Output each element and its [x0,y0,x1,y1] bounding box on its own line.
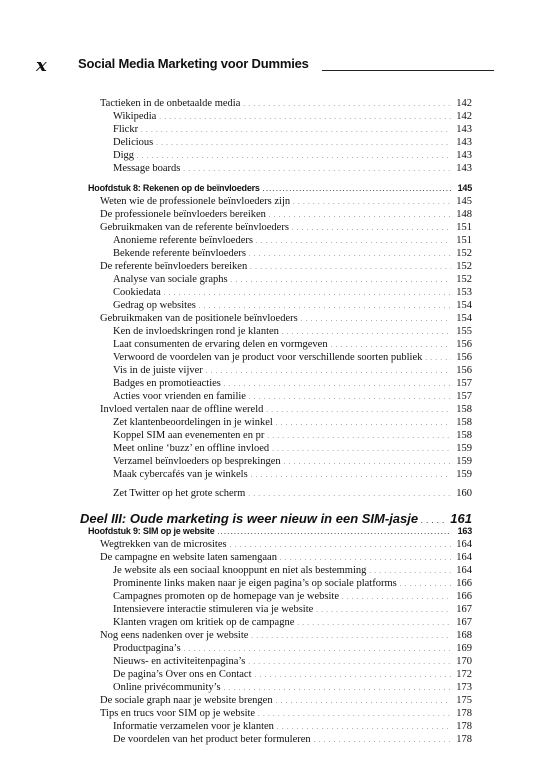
toc-entry-title: Digg [113,150,134,161]
toc-entry-title: Laat consumenten de ervaring delen en vormgeven [113,339,328,350]
toc-entry [113,162,472,177]
page-header [22,52,482,78]
toc-entry-title: Zet klantenbeoordelingen in je winkel [113,417,273,428]
toc-page-number: 170 [456,656,472,667]
toc-entry-title: De sociale graph naar je website brengen [100,695,273,706]
toc-page-number: 178 [456,734,472,745]
toc-page-number: 167 [456,604,472,615]
toc-page-number: 152 [456,274,472,285]
toc-page-number: 153 [456,287,472,298]
toc-page-number: 164 [456,552,472,563]
toc-entry-title: Verwoord de voordelen van je product voor verschillende soorten publiek [113,352,423,363]
toc-entry-title: Koppel SIM aan evenementen en pr [113,430,265,441]
toc-entry-title: Wikipedia [113,111,157,122]
toc-page-number: 157 [456,391,472,402]
leader-dots [183,162,451,177]
toc-page-number: 166 [456,591,472,602]
toc-page-number: 143 [456,163,472,174]
toc-entry-title: De referente beïnvloeders bereiken [100,261,248,272]
toc-page-number: 164 [456,539,472,550]
toc-page-number: 157 [456,378,472,389]
toc-entry-title: Ken de invloedskringen rond je klanten [113,326,279,337]
toc-entry-title: Wegtrekken van de microsites [100,539,227,550]
toc-entry-title: Prominente links maken naar je eigen pagina’s op sociale platforms [113,578,397,589]
toc-entry-title: Tips en trucs voor SIM op je website [100,708,256,719]
toc-entry-title: Verzamel beïnvloeders op besprekingen [113,456,281,467]
toc-page-number: 152 [456,261,472,272]
toc-page-number: 148 [456,209,472,220]
toc-page-number: 154 [456,300,472,311]
toc-page-number: 151 [456,235,472,246]
toc-entry-title: Gedrag op websites [113,300,196,311]
toc-entry-title: Zet Twitter op het grote scherm [113,488,246,499]
toc-page-number: 166 [456,578,472,589]
toc-page-number: 155 [456,326,472,337]
toc-page-number: 152 [456,248,472,259]
toc-entry-title: Nog eens nadenken over je website [100,630,249,641]
toc-page-number: 173 [456,682,472,693]
toc-page-number: 145 [456,196,472,207]
toc-page-number: 172 [456,669,472,680]
roman-page-number: x [36,55,47,76]
toc-entry-title: Bekende referente beïnvloeders [113,248,246,259]
toc-entry-title: Delicious [113,137,154,148]
toc-page-number: 158 [456,430,472,441]
toc-page-number: 161 [450,511,472,526]
toc-entry-title: De campagne en website laten samengaan [100,552,277,563]
toc-page-number: 142 [456,111,472,122]
toc-page-number: 178 [456,721,472,732]
toc-page-number: 158 [456,417,472,428]
toc-page-number: 142 [456,98,472,109]
toc-page-number: 160 [456,488,472,499]
toc-page-number: 169 [456,643,472,654]
header-rule [322,70,494,71]
toc-entry-title: De voordelen van het product beter formuleren [113,734,311,745]
toc-page-number: 178 [456,708,472,719]
toc-page-number: 143 [456,124,472,135]
toc-page-number: 159 [456,469,472,480]
toc-entry-title: Invloed vertalen naar de offline wereld [100,404,264,415]
toc-page-number: 156 [456,352,472,363]
toc-entry-title: Meet online ‘buzz’ en offline invloed [113,443,270,454]
toc-page-number: 145 [457,183,472,193]
toc-entry-title: Gebruikmaken van de positionele beïnvloeders [100,313,298,324]
leader-dots [248,487,451,502]
toc-page-number: 151 [456,222,472,233]
toc-page-number: 158 [456,404,472,415]
toc-entry [113,468,472,483]
leader-dots [314,733,451,748]
toc-page-number: 175 [456,695,472,706]
toc-page-number: 143 [456,150,472,161]
toc-page-number: 159 [456,443,472,454]
toc-entry-title: Je website als een sociaal knooppunt en niet als bestemming [113,565,367,576]
toc-entry-title: Message boards [113,163,181,174]
toc-entry-title: Badges en promotieacties [113,378,221,389]
toc-entry-title: Deel III: Oude marketing is weer nieuw in een SIM-jasje [80,511,419,526]
toc-entry-title: De pagina’s Over ons en Contact [113,669,252,680]
toc-entry-title: Analyse van sociale graphs [113,274,228,285]
toc-entry-title: Intensievere interactie stimuleren via je website [113,604,314,615]
toc-entry-title: Nieuws- en activiteitenpagina’s [113,656,246,667]
toc-page-number: 143 [456,137,472,148]
toc-page-number: 163 [457,526,472,536]
leader-dots [251,468,451,483]
toc-entry-title: Productpagina’s [113,643,181,654]
toc-page-number: 154 [456,313,472,324]
toc-entry-title: Flickr [113,124,139,135]
toc-entry [113,733,472,748]
toc-entry-title: Online privécommunity’s [113,682,221,693]
toc-entry-title: Maak cybercafés van je winkels [113,469,248,480]
toc-entry-title: Vis in de juiste vijver [113,365,203,376]
toc-entry-title: Klanten vragen om kritiek op de campagne [113,617,295,628]
toc-page-number: 164 [456,565,472,576]
toc-entry-title: De professionele beïnvloeders bereiken [100,209,266,220]
toc-entry-title: Weten wie de professionele beïnvloeders zijn [100,196,291,207]
toc-page-number: 168 [456,630,472,641]
toc-entry-title: Hoofdstuk 8: Rekenen op de beïnvloeders [88,183,260,193]
toc-entry-title: Campagnes promoten op de homepage van je website [113,591,339,602]
toc-page-number: 156 [456,339,472,350]
toc-entry-title: Tactieken in de onbetaalde media [100,98,241,109]
toc-page-number: 159 [456,456,472,467]
toc-page-number: 167 [456,617,472,628]
toc-entry-title: Informatie verzamelen voor je klanten [113,721,274,732]
toc-entry [113,487,472,502]
toc-page-number: 156 [456,365,472,376]
toc-entry-title: Acties voor vrienden en familie [113,391,246,402]
toc-entry-title: Gebruikmaken van de referente beïnvloeders [100,222,289,233]
toc-entry-title: Anonieme referente beïnvloeders [113,235,253,246]
running-title: Social Media Marketing voor Dummies [78,56,309,71]
toc-entry-title: Cookiedata [113,287,161,298]
toc-entry-title: Hoofdstuk 9: SIM op je website [88,526,215,536]
